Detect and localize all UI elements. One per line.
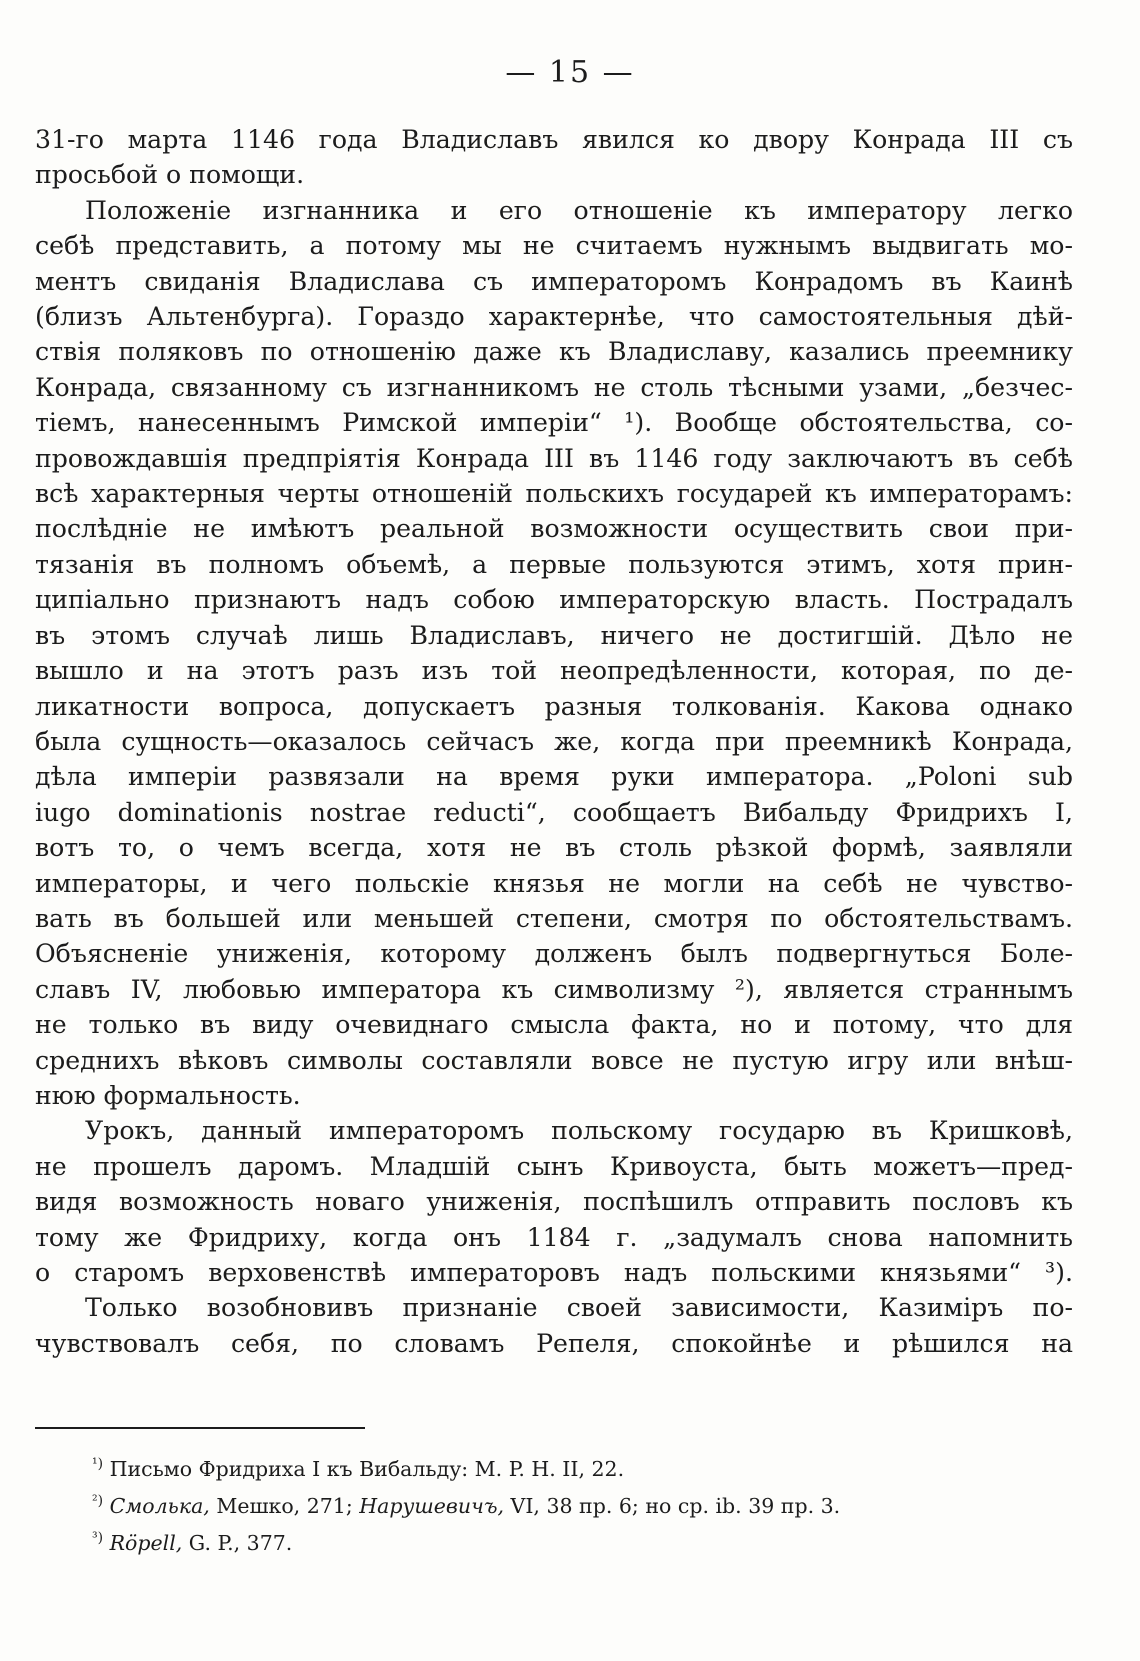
footnote-3 xyxy=(92,1522,1092,1559)
text-line: была сущность—оказалось сейчасъ же, когда при преемникѣ Конрада, xyxy=(35,726,1073,756)
text-line: Конрада, связанному съ изгнанникомъ не столь тѣсными узами, „безчес- xyxy=(35,372,1073,402)
text-line: вышло и на этотъ разъ изъ той неопредѣленности, которая, по де- xyxy=(35,656,1073,686)
text-line: Урокъ, данный императоромъ польскому государю въ Кришковѣ, xyxy=(85,1116,1073,1146)
footnote-divider xyxy=(35,1427,365,1429)
footnote-mark: ²) xyxy=(92,1492,104,1509)
footnote-mark: ¹) xyxy=(92,1456,104,1472)
text-line: (близъ Альтенбурга). Гораздо характернѣе, что самостоятельныя дѣй- xyxy=(35,302,1073,332)
text-line: Объясненіе униженія, которому долженъ былъ подвергнуться Боле- xyxy=(35,939,1073,969)
text-line: нюю формальность. xyxy=(35,1080,301,1110)
text-line: 31-го марта 1146 года Владиславъ явился ко двору Конрада III съ xyxy=(35,125,1073,154)
footnote-author: Нарушевичъ, xyxy=(359,1493,504,1518)
footnote-author: Смолька, xyxy=(109,1493,210,1518)
text-line: не прошелъ даромъ. Младшій сынъ Кривоуста, быть можетъ—пред- xyxy=(35,1151,1073,1181)
footnote-text: Письмо Фридриха I къ Вибальду: M. P. H. II, 22. xyxy=(109,1456,625,1481)
text-line: тязанія въ полномъ объемѣ, а первые пользуются этимъ, хотя прин- xyxy=(35,549,1073,579)
text-line: ствія поляковъ по отношенію даже къ Владиславу, казались преемнику xyxy=(35,337,1073,367)
text-line: чувствовалъ себя, по словамъ Репеля, спокойнѣе и рѣшился на xyxy=(35,1328,1073,1358)
text-line: вотъ то, о чемъ всегда, хотя не въ столь рѣзкой формѣ, заявляли xyxy=(35,833,1073,863)
text-line: тіемъ, нанесеннымъ Римской имперіи“ ¹). Вообще обстоятельства, со- xyxy=(35,408,1073,438)
text-line: провождавшія предпріятія Конрада III въ 1146 году заключаютъ въ себѣ xyxy=(35,443,1073,473)
text-line: дѣла имперіи развязали на время руки императора. „Poloni sub xyxy=(35,762,1073,792)
text-line: ментъ свиданія Владислава съ императоромъ Конрадомъ въ Каинѣ xyxy=(35,266,1073,296)
footnote-mark: ³) xyxy=(92,1529,104,1546)
text-line: не только въ виду очевиднаго смысла факта, но и потому, что для xyxy=(35,1010,1073,1040)
footnotes xyxy=(92,1448,1092,1558)
text-line: о старомъ верховенствѣ императоровъ надъ польскими князьями“ ³). xyxy=(35,1258,1073,1287)
text-line: императоры, и чего польскіе князья не могли на себѣ не чувство- xyxy=(35,868,1073,898)
text-line: Только возобновивъ признаніе своей зависимости, Казиміръ по- xyxy=(85,1293,1073,1323)
text-line: вать въ большей или меньшей степени, смотря по обстоятельствамъ. xyxy=(35,903,1073,933)
text-line: просьбой о помощи. xyxy=(35,160,305,190)
body-text xyxy=(35,122,1073,1361)
text-line: ликатности вопроса, допускаетъ разныя толкованія. Какова однако xyxy=(35,691,1073,721)
footnote-text: G. P., 377. xyxy=(182,1530,293,1555)
text-line: послѣдніе не имѣютъ реальной возможности осуществить свои при- xyxy=(35,514,1073,544)
footnote-2 xyxy=(92,1485,1092,1522)
text-line: среднихъ вѣковъ символы составляли вовсе не пустую игру или внѣш- xyxy=(35,1045,1073,1075)
footnote-author: Röpell, xyxy=(109,1530,183,1555)
text-line: тому же Фридриху, когда онъ 1184 г. „задумалъ снова напомнить xyxy=(35,1222,1073,1252)
footnote-text: VI, 38 пр. 6; но ср. ib. 39 пр. 3. xyxy=(504,1493,841,1518)
text-line: Положеніе изгнанника и его отношеніе къ императору легко xyxy=(85,195,1073,225)
text-line: iugo dominationis nostrae reducti“, сообщаетъ Вибальду Фридрихъ I, xyxy=(35,797,1073,827)
page-number: — 15 — xyxy=(505,55,635,90)
text-line: въ этомъ случаѣ лишь Владиславъ, ничего не достигшій. Дѣло не xyxy=(35,620,1073,650)
text-line: всѣ характерныя черты отношеній польскихъ государей къ императорамъ: xyxy=(35,479,1073,509)
text-line: себѣ представить, а потому мы не считаемъ нужнымъ выдвигать мо- xyxy=(35,231,1073,261)
footnote-text: Мешко, 271; xyxy=(209,1493,360,1518)
text-line: видя возможность новаго униженія, поспѣшилъ отправить пословъ къ xyxy=(35,1187,1073,1217)
footnote-1 xyxy=(92,1448,1092,1485)
text-line: славъ IV, любовью императора къ символизму ²), является страннымъ xyxy=(35,974,1073,1004)
text-line: ципіально признаютъ надъ собою императорскую власть. Пострадалъ xyxy=(35,585,1073,615)
